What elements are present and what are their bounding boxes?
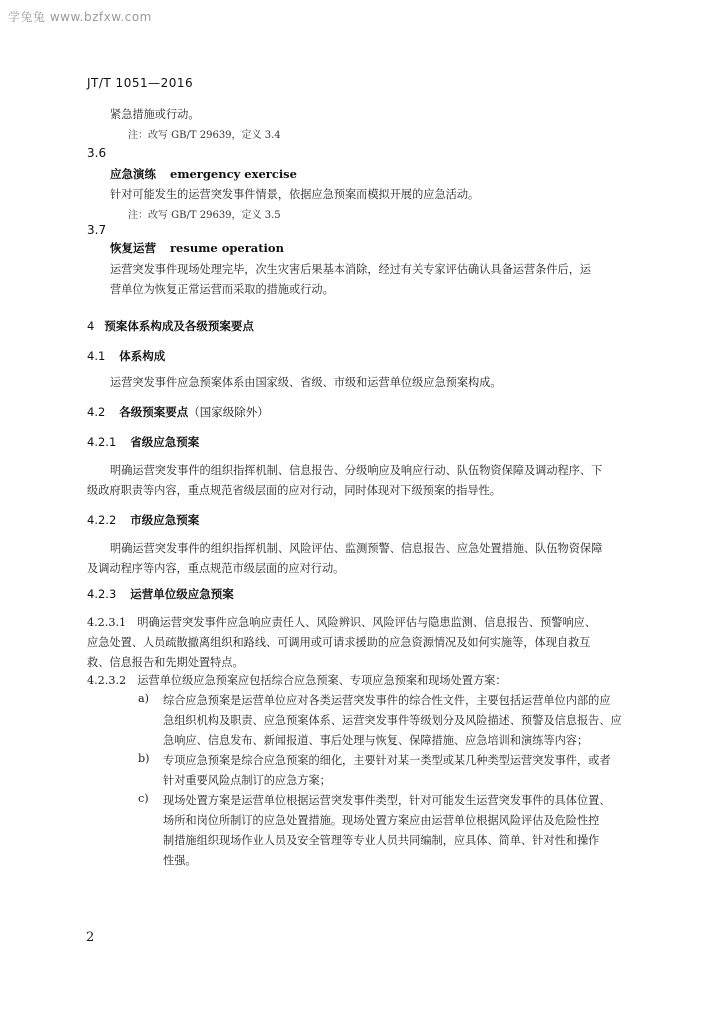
clause-4-2-3-1: 4.2.3.1 明确运营突发事件应急响应责任人、风险辨识、风险评估与隐患监测、信息报告、预警响应、	[87, 616, 597, 629]
heading-number: 4.2.2	[87, 513, 117, 527]
definition-line: 运营突发事件现场处理完毕，次生灾害后果基本消除，经过有关专家评估确认具备运营条件后，运	[110, 263, 592, 276]
list-marker-b: b)	[138, 752, 150, 765]
term-zh: 恢复运营	[110, 241, 156, 255]
heading-number: 4.1	[87, 349, 106, 363]
heading-number: 4.2.1	[87, 435, 117, 449]
page-number: 2	[86, 930, 95, 945]
list-item-a: 综合应急预案是运营单位应对各类运营突发事件的综合性文件，主要包括运营单位内部的应	[163, 694, 611, 707]
site-watermark: 学兔兔 www.bzfxw.com	[8, 10, 152, 24]
heading-text: 省级应急预案	[130, 435, 200, 449]
list-item-a: 急响应、信息发布、新闻报道、事后处理与恢复、保障措施、应急培训和演练等内容；	[163, 734, 589, 747]
definition-line: 营单位为恢复正常运营而采取的措施或行动。	[110, 283, 334, 296]
term-emergency-exercise	[110, 166, 297, 182]
heading-suffix: （国家级除外）	[188, 405, 269, 419]
list-item-c: 场所和岗位所制订的应急处置措施。现场处置方案应由运营单位根据风险评估及危险性控	[163, 814, 600, 827]
list-item-a: 急组织机构及职责、应急预案体系、运营突发事件等级划分及风险描述、预警及信息报告、应	[163, 714, 622, 727]
term-resume-operation	[110, 240, 284, 256]
list-marker-c: c)	[138, 792, 149, 805]
heading-4-2-3	[87, 586, 234, 602]
heading-text: 市级应急预案	[130, 513, 200, 527]
list-item-c: 现场处置方案是运营单位根据运营突发事件类型，针对可能发生运营突发事件的具体位置、	[163, 794, 611, 807]
heading-section-4	[87, 318, 254, 334]
heading-number: 4.2.3	[87, 587, 117, 601]
term-en: emergency exercise	[170, 167, 297, 181]
text-line: 级政府职责等内容，重点规范省级层面的应对行动，同时体现对下级预案的指导性。	[87, 484, 501, 497]
document-id-header: JT/T 1051—2016	[87, 76, 194, 90]
text-line: 救、信息报告和先期处置特点。	[87, 656, 244, 669]
heading-text: 各级预案要点	[119, 405, 189, 419]
term-zh: 应急演练	[110, 167, 156, 181]
text-line: 明确运营突发事件的组织指挥机制、信息报告、分级响应及响应行动、队伍物资保障及调动程序、下	[110, 464, 603, 477]
list-marker-a: a)	[138, 692, 150, 705]
heading-text: 预案体系构成及各级预案要点	[104, 319, 254, 333]
term-en: resume operation	[170, 241, 284, 255]
heading-text: 运营单位级应急预案	[130, 587, 234, 601]
text-line: 应急处置、人员疏散撤离组织和路线、可调用或可请求援助的应急资源情况及如何实施等，体现自救互	[87, 636, 591, 649]
section-number-3-6: 3.6	[87, 146, 107, 160]
heading-4-2	[87, 404, 269, 420]
heading-4-1	[87, 348, 165, 364]
heading-4-2-2	[87, 512, 199, 528]
list-item-b: 专项应急预案是综合应急预案的细化，主要针对某一类型或某几种类型运营突发事件，或者	[163, 754, 611, 767]
heading-4-2-1	[87, 434, 199, 450]
text-line: 紧急措施或行动。	[110, 108, 200, 121]
text-line: 及调动程序等内容，重点规范市级层面的应对行动。	[87, 562, 345, 575]
heading-number: 4	[87, 319, 95, 333]
note-line: 注：改写 GB/T 29639，定义 3.4	[128, 130, 281, 141]
heading-text: 体系构成	[119, 349, 166, 363]
note-line: 注：改写 GB/T 29639，定义 3.5	[128, 210, 281, 221]
list-item-b: 针对重要风险点制订的应急方案；	[163, 774, 331, 787]
list-item-c: 制措施组织现场作业人员及安全管理等专业人员共同编制，应具体、简单、针对性和操作	[163, 834, 600, 847]
section-number-3-7: 3.7	[87, 223, 107, 237]
text-line: 运营突发事件应急预案体系由国家级、省级、市级和运营单位级应急预案构成。	[110, 376, 502, 389]
heading-number: 4.2	[87, 405, 106, 419]
clause-4-2-3-2: 4.2.3.2 运营单位级应急预案应包括综合应急预案、专项应急预案和现场处置方案：	[87, 674, 507, 687]
definition-line: 针对可能发生的运营突发事件情景，依据应急预案而模拟开展的应急活动。	[110, 188, 480, 201]
list-item-c: 性强。	[163, 854, 197, 867]
text-line: 明确运营突发事件的组织指挥机制、风险评估、监测预警、信息报告、应急处置措施、队伍物资保障	[110, 542, 603, 555]
